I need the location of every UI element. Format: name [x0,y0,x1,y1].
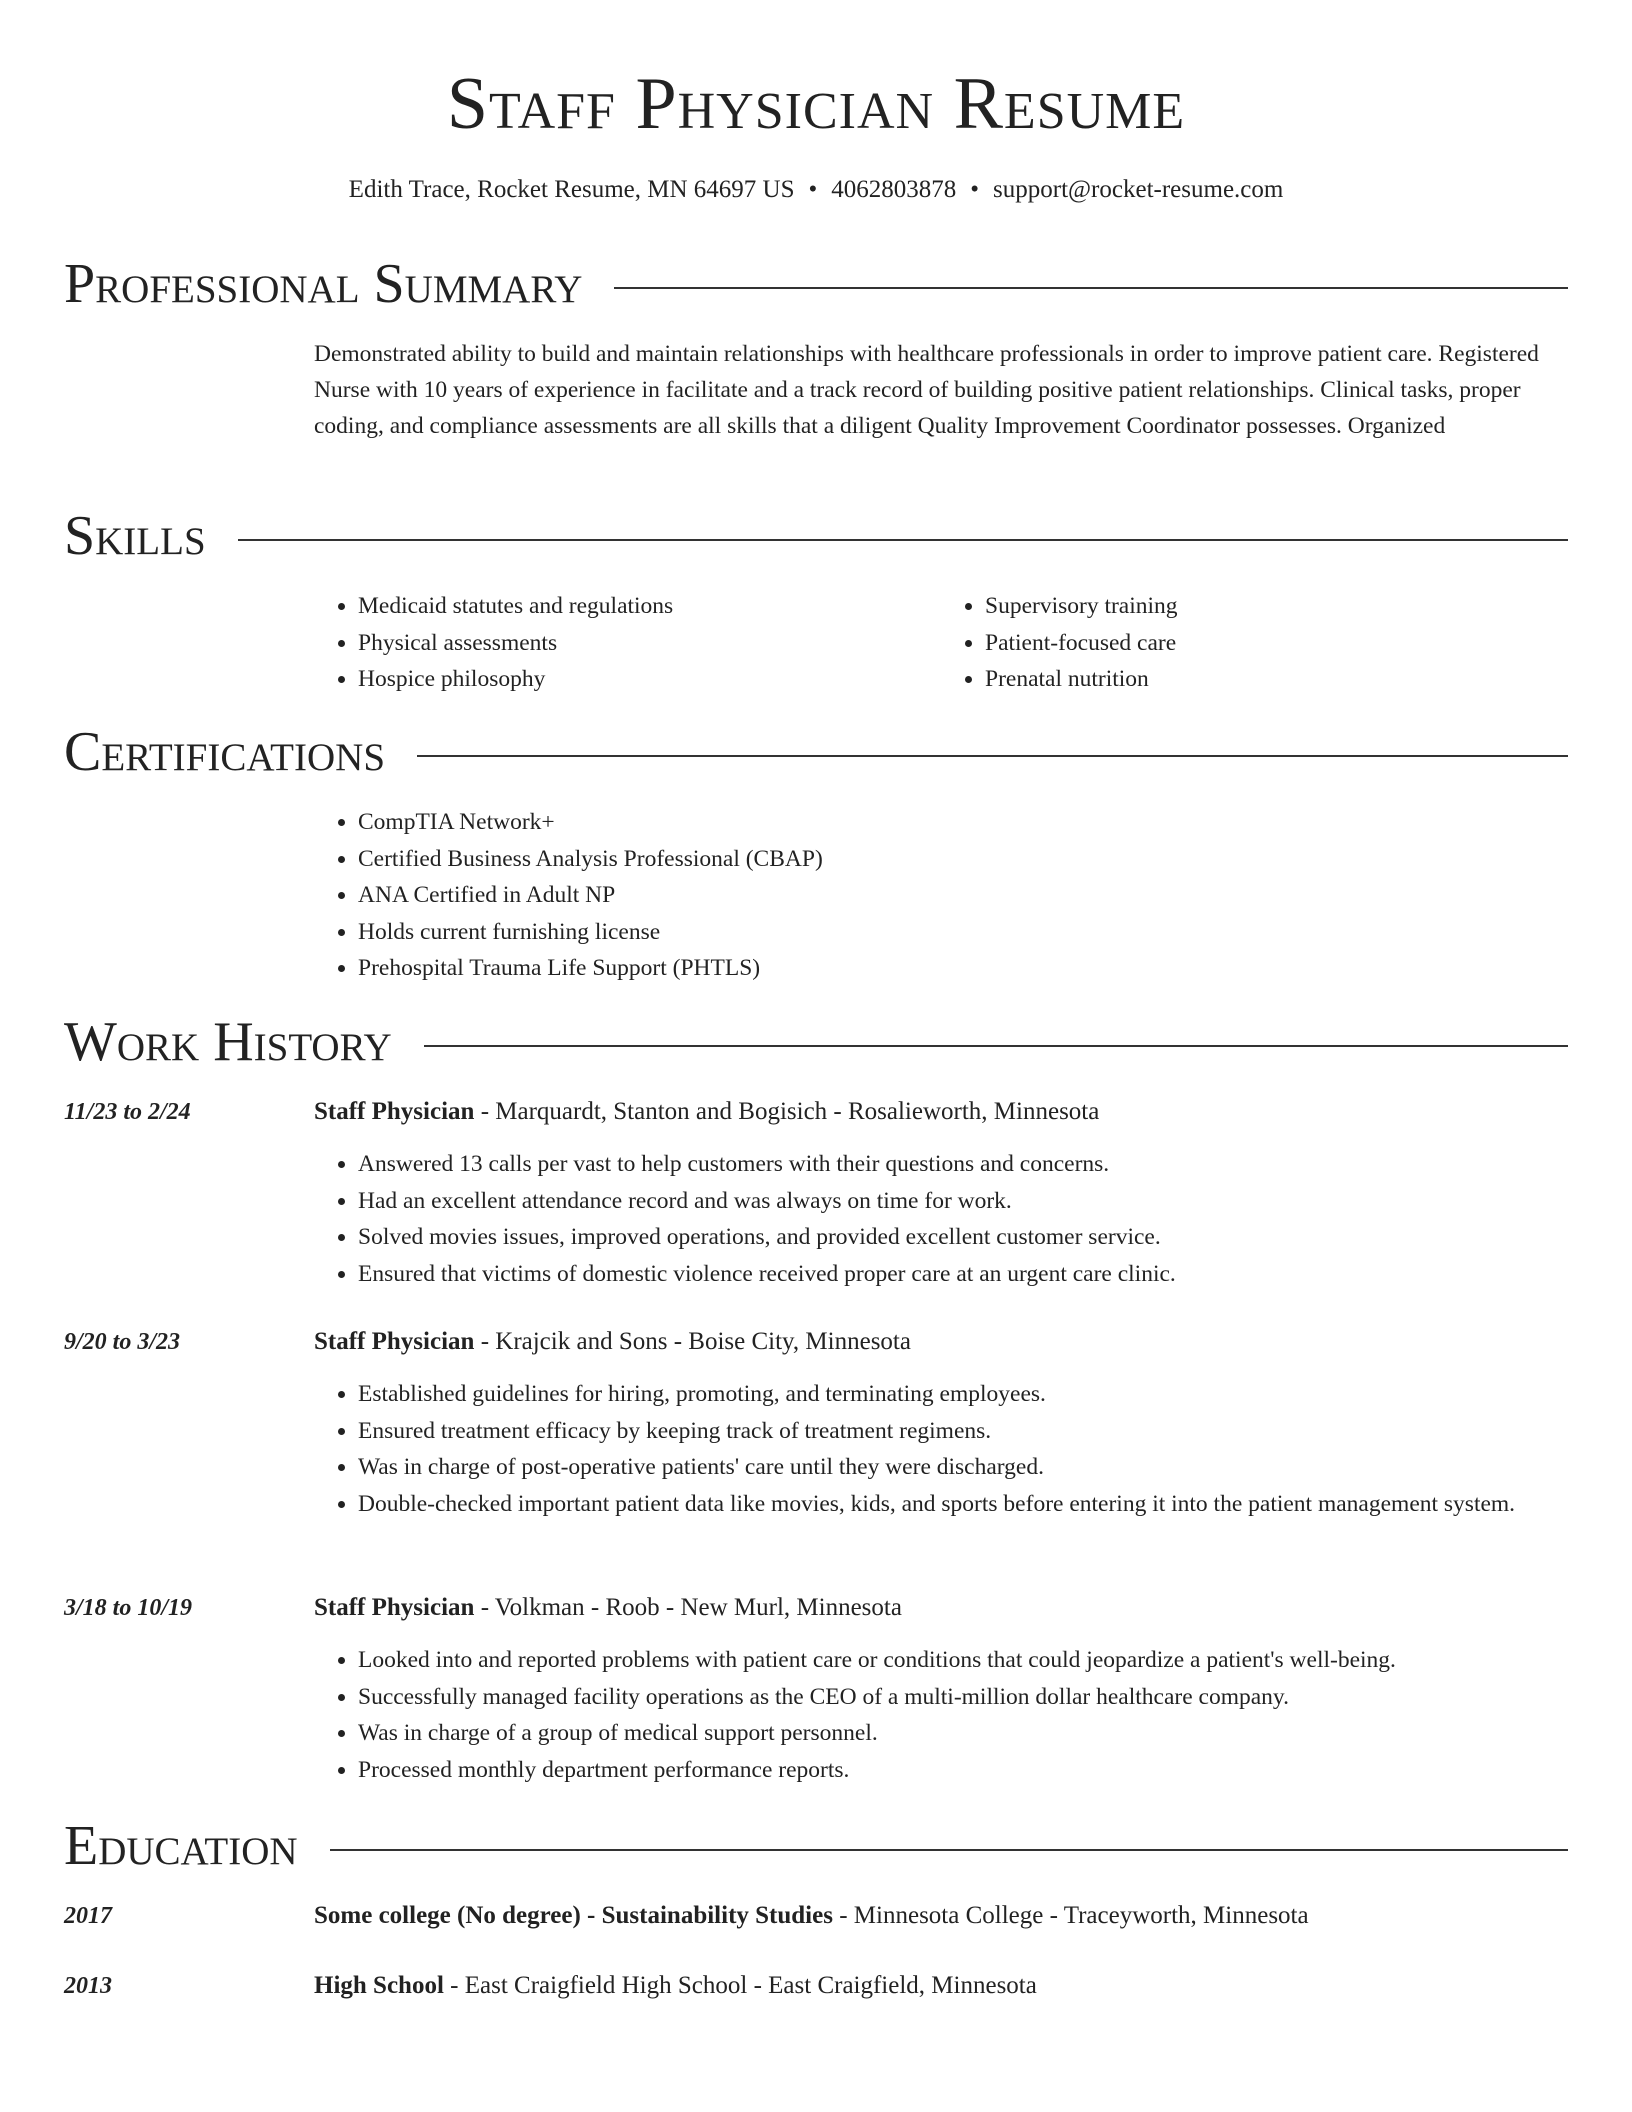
work-heading [314,1094,1568,1130]
work-role: Staff Physician [314,1328,475,1355]
contact-separator: • [970,176,980,203]
contact-email: support@rocket-resume.com [993,176,1284,203]
work-bullets [314,1642,1568,1788]
certification-item: • ANA Certified in Adult NP [358,877,1568,914]
skill-item: • Prenatal nutrition [985,661,1568,698]
work-bullet: • Ensured treatment efficacy by keeping track of treatment regimens. [358,1413,1568,1450]
skills-block [314,588,1568,698]
work-bullet: • Processed monthly department performance reports. [358,1752,1568,1789]
work-bullet: • Had an excellent attendance record and was always on time for work. [358,1183,1568,1220]
education-degree: High School [314,1972,444,1999]
summary-text: Demonstrated ability to build and maintain relationships with healthcare professionals in order to improve patient care. Registered Nurse with 10 years of experience in facilitate and a track record of building positive patient relationships. Clinical tasks, proper coding, and compliance assessments are all skills that a diligent Quality Improvement Coordinator possesses. Organized [314,341,1539,439]
certification-item: • Prehospital Trauma Life Support (PHTLS) [358,950,1568,987]
skill-item: • Medicaid statutes and regulations [358,588,941,625]
section-header-skills [64,504,1568,568]
work-bullet: • Answered 13 calls per vast to help customers with their questions and concerns. [358,1146,1568,1183]
work-bullets [314,1146,1568,1292]
section-title: Professional Summary [64,253,583,315]
work-role: Staff Physician [314,1594,475,1621]
education-year: 2013 [64,1973,112,1999]
skills-list-left [314,588,941,698]
page-title: Staff Physician Resume [446,63,1186,145]
work-dates: 11/23 to 2/24 [64,1099,191,1125]
work-role: Staff Physician [314,1098,475,1125]
work-bullet: • Looked into and reported problems with patient care or conditions that could jeopardize a patient's well-being. [358,1642,1568,1679]
work-heading [314,1590,1568,1626]
section-title: Certifications [64,721,386,783]
section-header-certifications [64,720,1568,784]
certification-item: • Holds current furnishing license [358,914,1568,951]
education-details: - East Craigfield High School - East Craigfield, Minnesota [443,1972,1037,1999]
work-dates: 9/20 to 3/23 [64,1329,181,1355]
work-details: - Volkman - Roob - New Murl, Minnesota [474,1594,902,1621]
work-details: - Krajcik and Sons - Boise City, Minnesota [474,1328,911,1355]
education-degree: Some college (No degree) - Sustainability Studies [314,1902,833,1929]
skill-item: • Physical assessments [358,625,941,662]
contact-separator: • [808,176,818,203]
work-bullet: • Ensured that victims of domestic violence received proper care at an urgent care clinic. [358,1256,1568,1293]
work-bullet: • Solved movies issues, improved operations, and provided excellent customer service. [358,1219,1568,1256]
section-header-education [64,1814,1568,1878]
certifications-list [314,804,1568,987]
education-details: - Minnesota College - Traceyworth, Minnesota [832,1902,1309,1929]
certification-item: • CompTIA Network+ [358,804,1568,841]
education-heading [314,1968,1568,2004]
section-header-summary [64,252,1568,316]
work-bullet: • Successfully managed facility operations as the CEO of a multi-million dollar healthcare company. [358,1679,1568,1716]
section-divider [614,287,1568,289]
work-bullets [314,1376,1568,1522]
section-header-work [64,1010,1568,1074]
section-title: Education [64,1815,298,1877]
work-bullet: • Established guidelines for hiring, promoting, and terminating employees. [358,1376,1568,1413]
work-bullet: • Double-checked important patient data like movies, kids, and sports before entering it into the patient management system. [358,1486,1568,1523]
summary-block [314,336,1568,444]
skill-item: • Supervisory training [985,588,1568,625]
work-bullet: • Was in charge of a group of medical support personnel. [358,1715,1568,1752]
work-heading [314,1324,1568,1360]
work-bullet: • Was in charge of post-operative patients' care until they were discharged. [358,1449,1568,1486]
section-divider [330,1849,1568,1851]
certifications-block [314,804,1568,987]
education-heading [314,1898,1568,1934]
skill-item: • Hospice philosophy [358,661,941,698]
skill-item: • Patient-focused care [985,625,1568,662]
contact-phone: 4062803878 [831,176,957,203]
certification-item: • Certified Business Analysis Professional (CBAP) [358,841,1568,878]
section-title: Skills [64,505,206,567]
section-divider [238,539,1568,541]
section-title: Work History [64,1011,392,1073]
contact-address: Edith Trace, Rocket Resume, MN 64697 US [348,176,795,203]
skills-list-right [941,588,1568,698]
contact-line [0,174,1632,206]
section-divider [424,1045,1568,1047]
work-dates: 3/18 to 10/19 [64,1595,193,1621]
education-year: 2017 [64,1903,112,1929]
work-details: - Marquardt, Stanton and Bogisich - Rosalieworth, Minnesota [474,1098,1100,1125]
section-divider [417,755,1568,757]
